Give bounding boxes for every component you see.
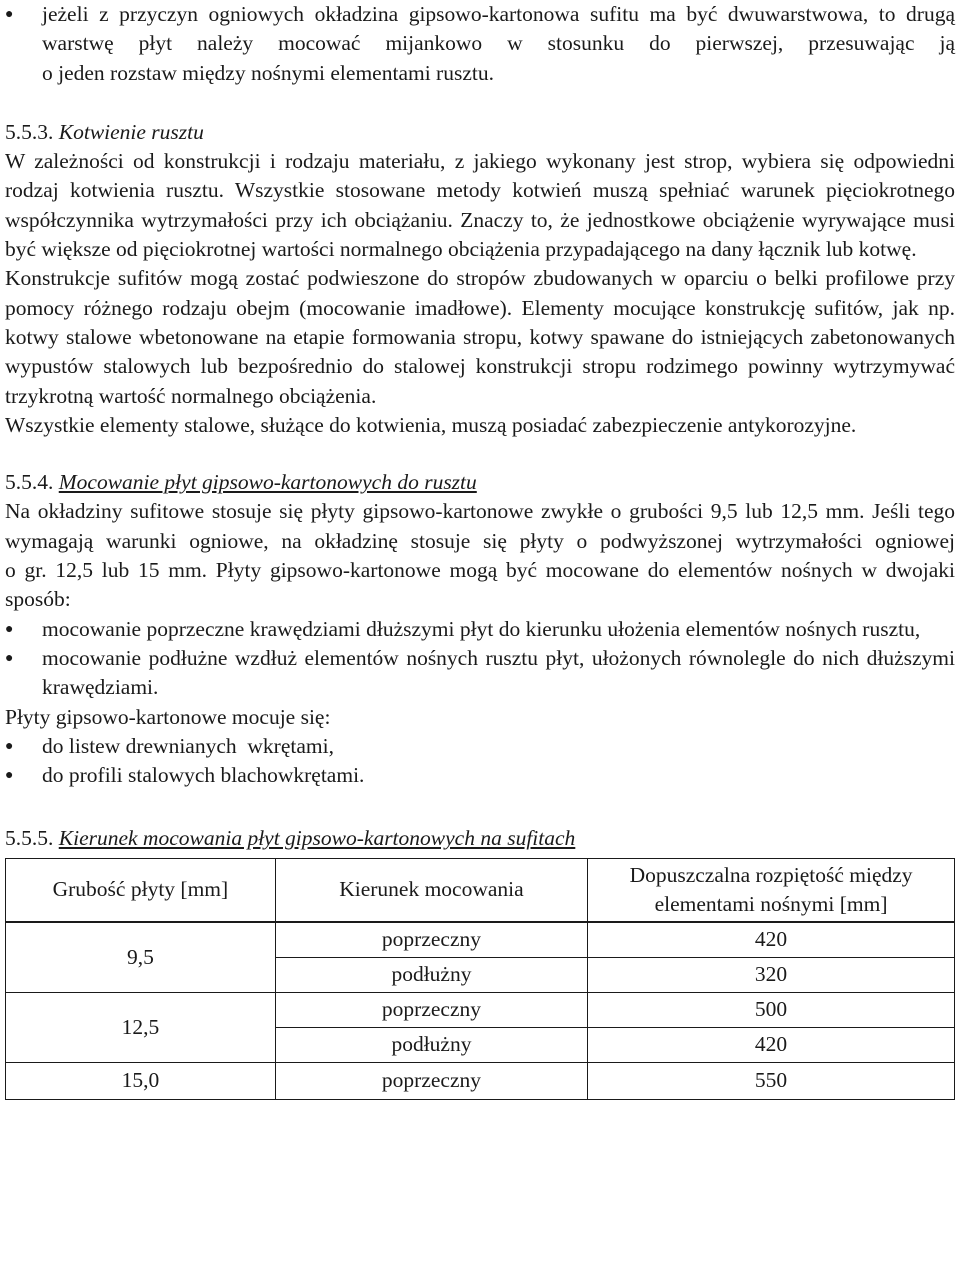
thickness-cell: 15,0 (6, 1062, 276, 1099)
span-cell: 550 (588, 1062, 955, 1099)
span-cell: 420 (588, 922, 955, 958)
span-cell: 500 (588, 992, 955, 1027)
paragraph: o gr. 12,5 lub 15 mm. Płyty gipsowo-kartonowe mogą być mocowane do elementów nośnych w dwojaki sposób: (5, 558, 955, 612)
direction-cell: podłużny (275, 1027, 587, 1062)
thickness-cell: 12,5 (6, 992, 276, 1062)
table-row (6, 992, 955, 1027)
methods-list (5, 615, 955, 703)
section-number: 5.5.5. (5, 826, 54, 851)
section-heading-554 (5, 468, 955, 497)
section-number: 5.5.4. (5, 470, 54, 495)
table-header-cell: Kierunek mocowania (275, 858, 587, 922)
section-title: Kierunek mocowania płyt gipsowo-kartonowych na sufitach (58, 826, 576, 851)
table-row (6, 1062, 955, 1099)
list-item: ● mocowanie poprzeczne krawędziami dłuższymi płyt do kierunku ułożenia elementów nośnych rusztu, (5, 615, 955, 644)
section-heading-555 (5, 824, 955, 853)
direction-cell: poprzeczny (275, 922, 587, 958)
bullet-icon: ● (5, 7, 14, 22)
section-title: Mocowanie płyt gipsowo-kartonowych do rusztu (58, 470, 477, 495)
list-item: ● do profili stalowych blachowkrętami. (5, 761, 955, 790)
table-header-cell: Grubość płyty [mm] (6, 858, 276, 922)
list-item: ● do listew drewnianych wkrętami, (5, 732, 955, 761)
document-page (5, 0, 955, 1100)
span-cell: 420 (588, 1027, 955, 1062)
section-heading-553 (5, 118, 955, 147)
bullet-icon: ● (5, 738, 14, 754)
list-item (5, 0, 955, 88)
bullet-icon: ● (5, 768, 14, 784)
direction-cell: poprzeczny (275, 992, 587, 1027)
list-item: ● mocowanie podłużne wzdłuż elementów nośnych rusztu płyt, ułożonych równolegle do nich dłuższymi krawędziami. (5, 645, 955, 700)
bullet-icon: ● (5, 650, 14, 666)
intro-bullet-list (5, 0, 955, 88)
intro-bullet-text: jeżeli z przyczyn ogniowych okładzina gipsowo-kartonowa sufitu ma być dwuwarstwowa, to drugą warstwę płyt należy mocować mijankowo w stosunku do pierwszej, przesuwając ją (42, 2, 955, 56)
paragraph: W zależności od konstrukcji i rodzaju materiału, z jakiego wykonany jest strop, wybiera się odpowiedni rodzaj kotwienia rusztu. Wszystkie stosowane metody kotwień muszą spełniać warunek pięciokrotnego współczynnika wytrzymałości przy ich obciążaniu. Znaczy to, że jednostkowe obciążenie wyrywające musi być większe od pięciokrotnej wartości normalnego obciążenia przypadającego na dany łącznik lub kotwę. (5, 149, 955, 262)
direction-cell: podłużny (275, 957, 587, 992)
paragraph: Konstrukcje sufitów mogą zostać podwieszone do stropów zbudowanych w oparciu o belki profilowe przy pomocy różnego rodzaju obejm (mocowanie imadłowe). Elementy mocujące konstrukcję sufitów, jak np. kotwy stalowe wbetonowane na etapie formowania stropu, kotwy spawane do istniejących zabetonowanych wypustów stalowych lub bezpośrednio do stalowej konstrukcji stropu rodzimego powinny wytrzymywać trzykrotną wartość normalnego obciążenia. (5, 266, 955, 408)
paragraph: Płyty gipsowo-kartonowe mocuje się: (5, 704, 331, 729)
paragraph: Wszystkie elementy stalowe, służące do kotwienia, muszą posiadać zabezpieczenie antykorozyjne. (5, 412, 857, 437)
direction-cell: poprzeczny (275, 1062, 587, 1099)
fastening-list (5, 732, 955, 791)
thickness-cell: 9,5 (6, 922, 276, 993)
span-cell: 320 (588, 957, 955, 992)
span-table (5, 858, 955, 1100)
intro-bullet-text-end: o jeden rozstaw między nośnymi elementami rusztu. (42, 60, 494, 85)
table-header-cell: Dopuszczalna rozpiętość między elementami nośnymi [mm] (588, 858, 955, 922)
table-header-row (6, 858, 955, 922)
section-number: 5.5.3. (5, 119, 54, 144)
section-title: Kotwienie rusztu (58, 119, 204, 144)
bullet-icon: ● (5, 621, 14, 637)
paragraph: Na okładziny sufitowe stosuje się płyty gipsowo-kartonowe zwykłe o grubości 9,5 lub 12,5 mm. Jeśli tego wymagają warunki ogniowe, na okładzinę stosuje się płyty o podwyższonej wytrzymałości ogniowej (5, 499, 955, 553)
table-row (6, 922, 955, 958)
